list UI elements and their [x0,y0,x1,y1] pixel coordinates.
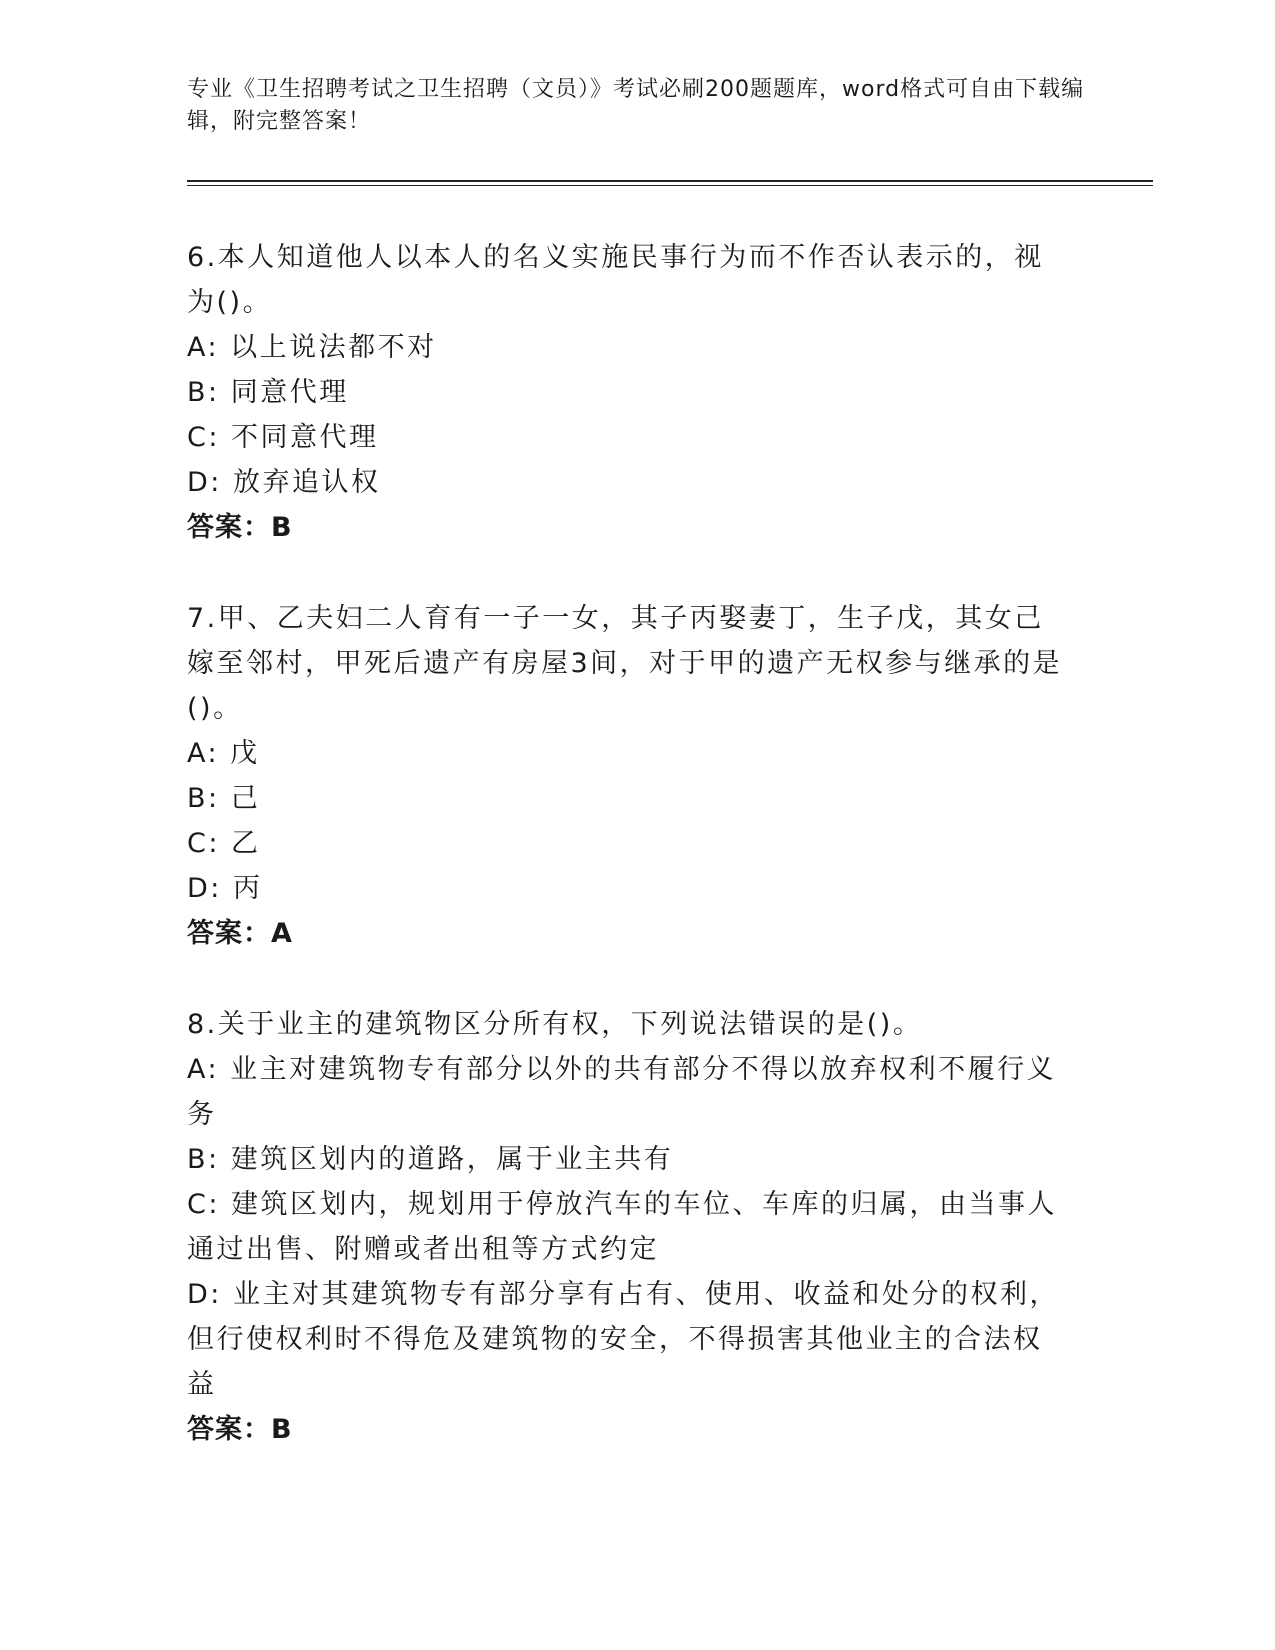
option-a: A: 业主对建筑物专有部分以外的共有部分不得以放弃权利不履行义务 [187,1054,1057,1130]
question-stem: 7.甲、乙夫妇二人育有一子一女，其子丙娶妻丁，生子戊，其女己嫁至邻村，甲死后遗产有房屋3间，对于甲的遗产无权参与继承的是()。 [187,603,1063,724]
option-b: B: 己 [187,783,261,814]
answer-label: 答案：A [187,918,293,949]
header-divider-thin [187,185,1153,186]
document-header: 专业《卫生招聘考试之卫生招聘（文员）》考试必刷200题题库，word格式可自由下载编辑，附完整答案！ [187,77,1085,134]
option-c: C: 建筑区划内，规划用于停放汽车的车位、车库的归属，由当事人通过出售、附赠或者出租等方式约定 [187,1189,1058,1265]
option-a: A: 以上说法都不对 [187,332,437,363]
option-b: B: 同意代理 [187,377,349,408]
question-8 [187,1002,1067,1452]
option-b: B: 建筑区划内的道路，属于业主共有 [187,1144,674,1175]
option-a: A: 戊 [187,738,260,769]
question-list [187,235,1067,1498]
question-stem: 8.关于业主的建筑物区分所有权，下列说法错误的是()。 [187,1009,923,1040]
option-d: D: 丙 [187,873,263,904]
option-c: C: 不同意代理 [187,422,379,453]
question-stem: 6.本人知道他人以本人的名义实施民事行为而不作否认表示的，视为()。 [187,242,1044,318]
option-c: C: 乙 [187,828,261,859]
question-7 [187,596,1067,956]
answer-label: 答案：B [187,512,293,543]
answer-label: 答案：B [187,1414,293,1445]
option-d: D: 业主对其建筑物专有部分享有占有、使用、收益和处分的权利，但行使权利时不得危及建筑物的安全，不得损害其他业主的合法权益 [187,1279,1059,1400]
option-d: D: 放弃追认权 [187,467,381,498]
header-divider-thick [187,180,1153,182]
question-6 [187,235,1067,550]
